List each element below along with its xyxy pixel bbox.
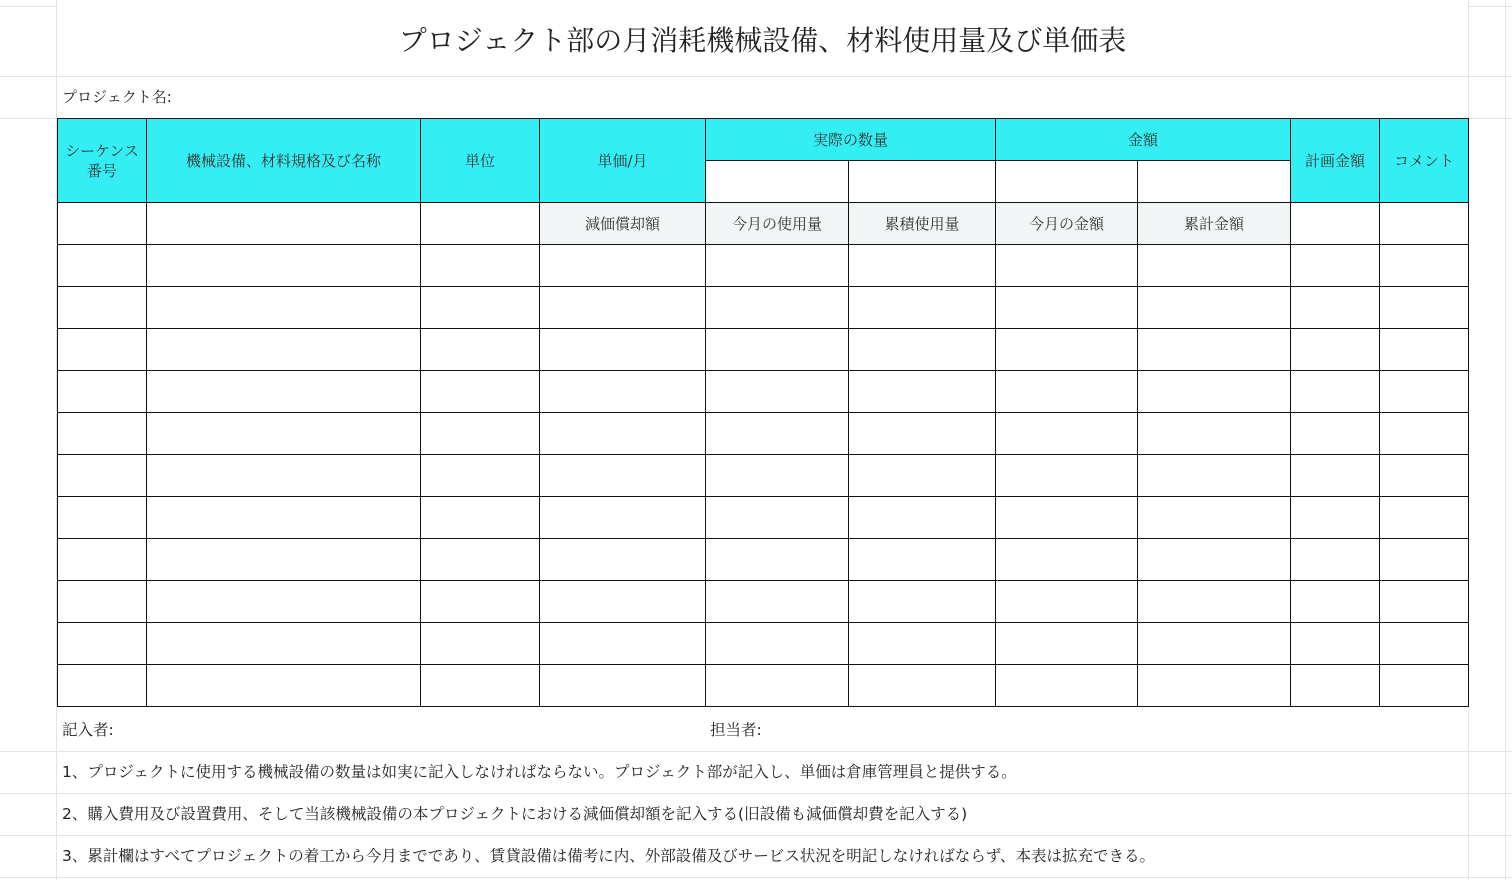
- table-cell[interactable]: [1138, 623, 1291, 665]
- table-cell[interactable]: [1138, 329, 1291, 371]
- note-3: 3、累計欄はすべてプロジェクトの着工から今月までであり、賃貸設備は備考に内、外部設備及びサービス状況を明記しなければならず、本表は拡充できる。: [62, 847, 1156, 865]
- table-cell[interactable]: [147, 287, 421, 329]
- table-cell[interactable]: [58, 665, 147, 707]
- project-name-label: プロジェクト名:: [62, 88, 172, 106]
- table-row: [58, 413, 1469, 455]
- header-unit[interactable]: 単位: [421, 119, 540, 203]
- table-cell[interactable]: [849, 623, 996, 665]
- header-comment[interactable]: コメント: [1380, 119, 1469, 203]
- table-cell[interactable]: [1138, 665, 1291, 707]
- table-row: [58, 371, 1469, 413]
- table-cell[interactable]: [1291, 413, 1380, 455]
- table-cell[interactable]: [421, 245, 540, 287]
- table-cell[interactable]: [58, 329, 147, 371]
- header-sequence[interactable]: シーケンス番号: [58, 119, 147, 203]
- table-cell[interactable]: [996, 581, 1138, 623]
- table-row: [58, 665, 1469, 707]
- table-cell[interactable]: [706, 665, 849, 707]
- table-cell[interactable]: [1138, 455, 1291, 497]
- table-row: [58, 287, 1469, 329]
- table-cell[interactable]: [540, 413, 706, 455]
- table-cell[interactable]: [706, 539, 849, 581]
- table-cell[interactable]: [996, 497, 1138, 539]
- table-cell[interactable]: [147, 665, 421, 707]
- table-cell[interactable]: [1380, 623, 1469, 665]
- table-cell[interactable]: [1291, 203, 1380, 245]
- table-cell[interactable]: [1380, 581, 1469, 623]
- table-cell[interactable]: [1291, 371, 1380, 413]
- subheader-row: [58, 203, 1469, 245]
- table-cell[interactable]: [996, 665, 1138, 707]
- table-cell[interactable]: [996, 413, 1138, 455]
- table-cell[interactable]: [421, 623, 540, 665]
- table-cell[interactable]: [147, 455, 421, 497]
- table-cell[interactable]: [1291, 623, 1380, 665]
- table-cell[interactable]: [849, 581, 996, 623]
- subheader-this-month-amount[interactable]: 今月の金額: [996, 203, 1138, 245]
- table-cell[interactable]: [706, 455, 849, 497]
- table-cell[interactable]: [1380, 287, 1469, 329]
- table-cell[interactable]: [421, 413, 540, 455]
- table-cell[interactable]: [1291, 497, 1380, 539]
- entered-by-label: 記入者:: [62, 721, 114, 739]
- table-cell[interactable]: [58, 623, 147, 665]
- table-cell[interactable]: [421, 497, 540, 539]
- note-1: 1、プロジェクトに使用する機械設備の数量は如実に記入しなければならない。プロジェクト部が記入し、単価は倉庫管理員と提供する。: [62, 763, 1017, 781]
- table-cell[interactable]: [849, 329, 996, 371]
- table-cell[interactable]: [1380, 413, 1469, 455]
- table-cell[interactable]: [421, 203, 540, 245]
- table-cell[interactable]: [996, 161, 1138, 203]
- table-cell[interactable]: [1291, 539, 1380, 581]
- table-cell[interactable]: [706, 623, 849, 665]
- table-cell[interactable]: [1380, 497, 1469, 539]
- table-cell[interactable]: [147, 329, 421, 371]
- header-actual-quantity[interactable]: 実際の数量: [706, 119, 996, 161]
- table-cell[interactable]: [421, 581, 540, 623]
- table-cell[interactable]: [58, 539, 147, 581]
- subheader-cumulative-usage[interactable]: 累積使用量: [849, 203, 996, 245]
- table-cell[interactable]: [849, 161, 996, 203]
- table-cell[interactable]: [58, 497, 147, 539]
- table-cell[interactable]: [996, 539, 1138, 581]
- table-cell[interactable]: [706, 497, 849, 539]
- table-cell[interactable]: [1291, 581, 1380, 623]
- table-cell[interactable]: [1380, 371, 1469, 413]
- table-cell[interactable]: [1291, 245, 1380, 287]
- table-cell[interactable]: [1138, 413, 1291, 455]
- table-cell[interactable]: [706, 371, 849, 413]
- subheader-depreciation[interactable]: 減価償却額: [540, 203, 706, 245]
- table-cell[interactable]: [706, 329, 849, 371]
- header-unit-price[interactable]: 単価/月: [540, 119, 706, 203]
- table-cell[interactable]: [996, 329, 1138, 371]
- table-cell[interactable]: [421, 539, 540, 581]
- table-cell[interactable]: [1380, 665, 1469, 707]
- table-cell[interactable]: [996, 245, 1138, 287]
- table-cell[interactable]: [147, 413, 421, 455]
- table-cell[interactable]: [849, 455, 996, 497]
- table-cell[interactable]: [421, 329, 540, 371]
- table-cell[interactable]: [706, 413, 849, 455]
- table-cell[interactable]: [996, 371, 1138, 413]
- table-cell[interactable]: [1291, 665, 1380, 707]
- table-cell[interactable]: [540, 665, 706, 707]
- table-cell[interactable]: [706, 245, 849, 287]
- subheader-cumulative-amount[interactable]: 累計金額: [1138, 203, 1291, 245]
- table-cell[interactable]: [1380, 539, 1469, 581]
- table-cell[interactable]: [540, 623, 706, 665]
- table-cell[interactable]: [58, 245, 147, 287]
- table-row: [58, 497, 1469, 539]
- data-rows: [58, 245, 1469, 707]
- table-cell[interactable]: [1380, 455, 1469, 497]
- note-2: 2、購入費用及び設置費用、そして当該機械設備の本プロジェクトにおける減価償却額を記入する(旧設備も減価償却費を記入する): [62, 805, 968, 823]
- table-cell[interactable]: [1380, 245, 1469, 287]
- table-cell[interactable]: [849, 497, 996, 539]
- header-item-name[interactable]: 機械設備、材料規格及び名称: [147, 119, 421, 203]
- table-cell[interactable]: [849, 245, 996, 287]
- table-row: [58, 539, 1469, 581]
- table-cell[interactable]: [421, 287, 540, 329]
- table-cell[interactable]: [540, 329, 706, 371]
- table-cell[interactable]: [849, 371, 996, 413]
- table-cell[interactable]: [421, 665, 540, 707]
- sheet-title: プロジェクト部の月消耗機械設備、材料使用量及び単価表: [57, 6, 1468, 76]
- table-cell[interactable]: [849, 665, 996, 707]
- table-cell[interactable]: [540, 455, 706, 497]
- table-cell[interactable]: [706, 161, 849, 203]
- table-row: [58, 245, 1469, 287]
- table-cell[interactable]: [147, 245, 421, 287]
- table-cell[interactable]: [540, 245, 706, 287]
- table-cell[interactable]: [1138, 161, 1291, 203]
- table-cell[interactable]: [58, 371, 147, 413]
- table-cell[interactable]: [540, 371, 706, 413]
- subheader-this-month-usage[interactable]: 今月の使用量: [706, 203, 849, 245]
- table-cell[interactable]: [1291, 455, 1380, 497]
- table-cell[interactable]: [58, 413, 147, 455]
- table-cell[interactable]: [540, 581, 706, 623]
- table-cell[interactable]: [1291, 287, 1380, 329]
- header-row-1: [58, 119, 1469, 161]
- table-row: [58, 455, 1469, 497]
- table-cell[interactable]: [147, 623, 421, 665]
- table-cell[interactable]: [58, 455, 147, 497]
- table-cell[interactable]: [1380, 203, 1469, 245]
- table-row: [58, 623, 1469, 665]
- person-in-charge-label: 担当者:: [710, 721, 762, 739]
- table-cell[interactable]: [540, 497, 706, 539]
- table-cell[interactable]: [1138, 245, 1291, 287]
- table-cell[interactable]: [147, 203, 421, 245]
- table-cell[interactable]: [849, 539, 996, 581]
- table-cell[interactable]: [540, 539, 706, 581]
- table-cell[interactable]: [1138, 497, 1291, 539]
- table-cell[interactable]: [996, 455, 1138, 497]
- table-cell[interactable]: [849, 413, 996, 455]
- header-planned-amount[interactable]: 計画金額: [1291, 119, 1380, 203]
- table-cell[interactable]: [1380, 329, 1469, 371]
- table-cell[interactable]: [1291, 329, 1380, 371]
- table-cell[interactable]: [706, 287, 849, 329]
- table-cell[interactable]: [147, 371, 421, 413]
- table-cell[interactable]: [1138, 287, 1291, 329]
- table-cell[interactable]: [147, 539, 421, 581]
- table-cell[interactable]: [58, 581, 147, 623]
- table-cell[interactable]: [540, 287, 706, 329]
- table-row: [58, 581, 1469, 623]
- table-cell[interactable]: [58, 203, 147, 245]
- table-cell[interactable]: [421, 371, 540, 413]
- header-amount[interactable]: 金額: [996, 119, 1291, 161]
- table-cell[interactable]: [58, 287, 147, 329]
- table-cell[interactable]: [996, 287, 1138, 329]
- table-cell[interactable]: [147, 497, 421, 539]
- table-cell[interactable]: [996, 623, 1138, 665]
- table-cell[interactable]: [1138, 581, 1291, 623]
- table-cell[interactable]: [1138, 371, 1291, 413]
- table-cell[interactable]: [849, 287, 996, 329]
- table-row: [58, 329, 1469, 371]
- usage-table: [57, 118, 1469, 707]
- table-cell[interactable]: [147, 581, 421, 623]
- table-cell[interactable]: [706, 581, 849, 623]
- table-cell[interactable]: [421, 455, 540, 497]
- table-cell[interactable]: [1138, 539, 1291, 581]
